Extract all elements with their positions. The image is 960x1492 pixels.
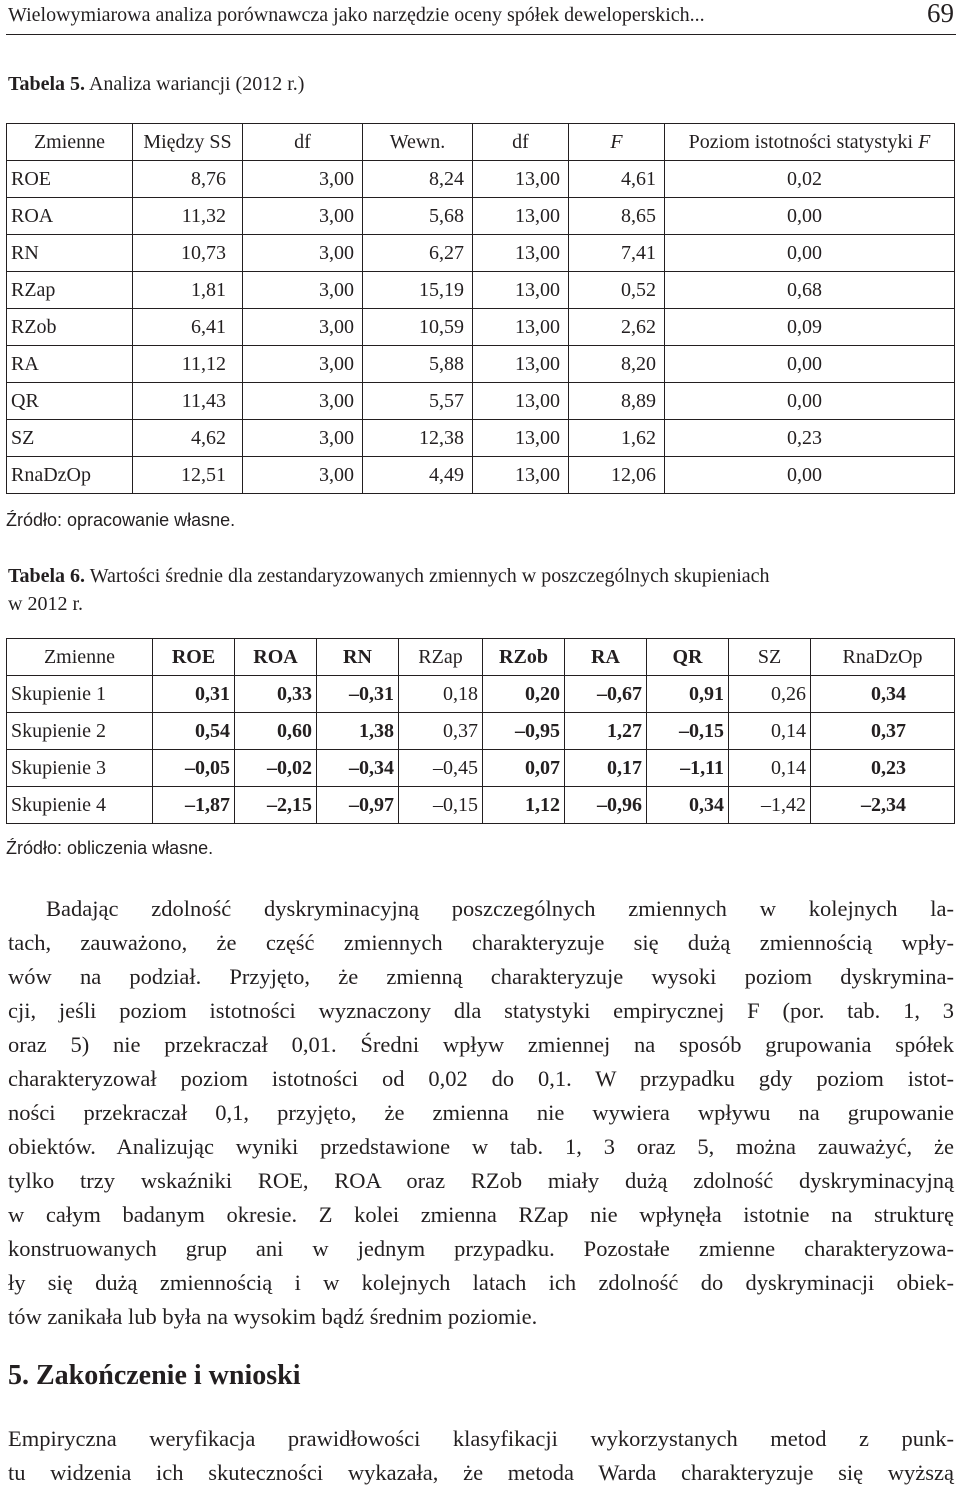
- table-cell: 10,59: [363, 309, 473, 346]
- table-cell: 3,00: [243, 198, 363, 235]
- table-cell: 0,00: [665, 346, 955, 383]
- table-cell: 0,02: [665, 161, 955, 198]
- column-header: RN: [317, 639, 399, 676]
- table-cell: 6,27: [363, 235, 473, 272]
- table5-label: Tabela 5.: [8, 73, 86, 95]
- table-cell: 0,17: [565, 750, 647, 787]
- text-line: obiektów. Analizując wyniki przedstawione w tab. 1, 3 oraz 5, można zauważyć, że: [8, 1134, 954, 1159]
- table-cell: 8,76: [133, 161, 243, 198]
- table-cell: 0,91: [647, 676, 729, 713]
- text-line: tów zanikała lub była na wysokim bądź średnim poziomie.: [8, 1304, 538, 1329]
- table-cell: 0,09: [665, 309, 955, 346]
- row-label: QR: [7, 383, 133, 420]
- table-row: [7, 346, 955, 383]
- table-cell: 4,61: [569, 161, 665, 198]
- table6-label: Tabela 6.: [8, 565, 86, 587]
- table-cell: 1,81: [133, 272, 243, 309]
- table-row: [7, 713, 955, 750]
- cluster-means-table: [6, 638, 955, 824]
- table-cell: –0,95: [483, 713, 565, 750]
- row-label: RZob: [7, 309, 133, 346]
- table-row: [7, 676, 955, 713]
- table-cell: –1,87: [153, 787, 235, 824]
- table-cell: 4,62: [133, 420, 243, 457]
- table-row: [7, 457, 955, 494]
- table-row: [7, 383, 955, 420]
- table-cell: 0,00: [665, 198, 955, 235]
- row-label: RnaDzOp: [7, 457, 133, 494]
- table-cell: 0,37: [811, 713, 955, 750]
- table-header-row: [7, 639, 955, 676]
- table-cell: 0,00: [665, 235, 955, 272]
- column-header: Między SS: [133, 124, 243, 161]
- table-cell: 0,33: [235, 676, 317, 713]
- table-cell: 0,23: [811, 750, 955, 787]
- table-cell: 8,24: [363, 161, 473, 198]
- section-heading: 5. Zakończenie i wnioski: [8, 1360, 301, 1391]
- table-cell: 3,00: [243, 457, 363, 494]
- table-cell: 10,73: [133, 235, 243, 272]
- table-cell: 0,60: [235, 713, 317, 750]
- table-cell: 2,62: [569, 309, 665, 346]
- table5-caption: [8, 70, 304, 98]
- table-cell: 1,12: [483, 787, 565, 824]
- table-cell: 0,34: [647, 787, 729, 824]
- table-cell: 0,31: [153, 676, 235, 713]
- table-cell: 1,62: [569, 420, 665, 457]
- text-line: tu widzenia ich skuteczności wykazała, że metoda Warda charakteryzuje się wyższą: [8, 1460, 954, 1485]
- table-cell: –0,31: [317, 676, 399, 713]
- table-cell: 13,00: [473, 198, 569, 235]
- page-number: 69: [927, 0, 954, 28]
- column-header: df: [243, 124, 363, 161]
- running-header: [6, 0, 956, 35]
- table-cell: 3,00: [243, 272, 363, 309]
- table-cell: 3,00: [243, 383, 363, 420]
- table-cell: 1,27: [565, 713, 647, 750]
- table-cell: 7,41: [569, 235, 665, 272]
- table-cell: 0,00: [665, 383, 955, 420]
- text-line: ności przekraczał 0,1, przyjęto, że zmienna nie wywiera wpływu na grupowanie: [8, 1100, 954, 1125]
- column-header: Zmienne: [7, 124, 133, 161]
- table5-source: Źródło: opracowanie własne.: [6, 510, 236, 530]
- table6-title-line2: w 2012 r.: [8, 593, 83, 615]
- table-cell: 5,88: [363, 346, 473, 383]
- table-cell: –2,34: [811, 787, 955, 824]
- table-row: [7, 787, 955, 824]
- body-paragraph: [8, 892, 954, 1334]
- table6-source: Źródło: obliczenia własne.: [6, 838, 214, 858]
- table-cell: 3,00: [243, 309, 363, 346]
- row-label: SZ: [7, 420, 133, 457]
- column-header: QR: [647, 639, 729, 676]
- table-cell: –0,02: [235, 750, 317, 787]
- table-cell: 4,49: [363, 457, 473, 494]
- table-row: [7, 420, 955, 457]
- text-line: tylko trzy wskaźniki ROE, ROA oraz RZob miały dużą zdolność dyskryminacyjną: [8, 1168, 954, 1193]
- table-cell: 13,00: [473, 235, 569, 272]
- table-row: [7, 750, 955, 787]
- table-cell: 13,00: [473, 383, 569, 420]
- table-cell: 3,00: [243, 420, 363, 457]
- table-cell: 0,52: [569, 272, 665, 309]
- table-cell: 0,20: [483, 676, 565, 713]
- table-cell: 0,18: [399, 676, 483, 713]
- row-label: RZap: [7, 272, 133, 309]
- table-cell: –0,97: [317, 787, 399, 824]
- text-line: cji, jeśli poziom istotności wyznaczony dla statystyki empirycznej F (por. tab. 1, 3: [8, 998, 954, 1023]
- row-label: Skupienie 1: [7, 676, 153, 713]
- table-cell: 0,68: [665, 272, 955, 309]
- text-line: Badając zdolność dyskryminacyjną poszczególnych zmiennych w kolejnych la-: [46, 896, 954, 921]
- table-cell: 12,06: [569, 457, 665, 494]
- table-cell: 11,43: [133, 383, 243, 420]
- column-header: SZ: [729, 639, 811, 676]
- table-cell: 3,00: [243, 161, 363, 198]
- table-cell: –0,05: [153, 750, 235, 787]
- text-line: charakteryzował poziom istotności od 0,02 do 0,1. W przypadku gdy poziom istot-: [8, 1066, 954, 1091]
- table-cell: 13,00: [473, 346, 569, 383]
- table-cell: 0,34: [811, 676, 955, 713]
- text-line: tach, zauważono, że część zmiennych charakteryzuje się dużą zmiennością wpły-: [8, 930, 954, 955]
- anova-table: [6, 123, 955, 494]
- table-cell: 13,00: [473, 457, 569, 494]
- table-cell: –0,96: [565, 787, 647, 824]
- table-cell: 1,38: [317, 713, 399, 750]
- table-cell: 0,00: [665, 457, 955, 494]
- table-cell: 0,14: [729, 713, 811, 750]
- table6-caption: [8, 562, 770, 618]
- table-cell: 13,00: [473, 161, 569, 198]
- column-header: df: [473, 124, 569, 161]
- table-cell: 5,68: [363, 198, 473, 235]
- table6-title-line1: Wartości średnie dla zestandaryzowanych zmiennych w poszczególnych skupieniach: [89, 565, 770, 587]
- text-line: wów na podział. Przyjęto, że zmienną charakteryzuje wysoki poziom dyskrymina-: [8, 964, 954, 989]
- column-header: ROA: [235, 639, 317, 676]
- column-header: Poziom istotności statystyki F: [665, 124, 955, 161]
- table-cell: 0,26: [729, 676, 811, 713]
- table-cell: 0,14: [729, 750, 811, 787]
- table-cell: 8,89: [569, 383, 665, 420]
- running-title: Wielowymiarowa analiza porównawcza jako narzędzie oceny spółek deweloperskich...: [8, 4, 705, 26]
- table-cell: –1,11: [647, 750, 729, 787]
- table-row: [7, 309, 955, 346]
- table-cell: 0,37: [399, 713, 483, 750]
- table-cell: –0,15: [399, 787, 483, 824]
- column-header: ROE: [153, 639, 235, 676]
- table-cell: 13,00: [473, 309, 569, 346]
- table-row: [7, 161, 955, 198]
- closing-paragraph: [8, 1422, 954, 1490]
- table-cell: 0,07: [483, 750, 565, 787]
- table-cell: 3,00: [243, 346, 363, 383]
- table-cell: 11,32: [133, 198, 243, 235]
- text-line: konstruowanych grup ani w jednym przypadku. Pozostałe zmienne charakteryzowa-: [8, 1236, 954, 1261]
- column-header: Zmienne: [7, 639, 153, 676]
- table-header-row: [7, 124, 955, 161]
- table5-title: Analiza wariancji (2012 r.): [88, 73, 305, 95]
- table-row: [7, 235, 955, 272]
- table-cell: 5,57: [363, 383, 473, 420]
- table-cell: 11,12: [133, 346, 243, 383]
- row-label: Skupienie 3: [7, 750, 153, 787]
- table-cell: –1,42: [729, 787, 811, 824]
- row-label: ROA: [7, 198, 133, 235]
- table-cell: –0,34: [317, 750, 399, 787]
- table-cell: –0,15: [647, 713, 729, 750]
- table-cell: –2,15: [235, 787, 317, 824]
- table-cell: 6,41: [133, 309, 243, 346]
- row-label: RA: [7, 346, 133, 383]
- table-cell: –0,45: [399, 750, 483, 787]
- table-cell: 12,51: [133, 457, 243, 494]
- column-header: RA: [565, 639, 647, 676]
- text-line: w całym badanym okresie. Z kolei zmienna RZap nie wpłynęła istotnie na strukturę: [8, 1202, 954, 1227]
- column-header: RnaDzOp: [811, 639, 955, 676]
- row-label: RN: [7, 235, 133, 272]
- table-row: [7, 198, 955, 235]
- row-label: Skupienie 4: [7, 787, 153, 824]
- table-cell: 13,00: [473, 420, 569, 457]
- row-label: Skupienie 2: [7, 713, 153, 750]
- column-header: RZap: [399, 639, 483, 676]
- column-header: F: [569, 124, 665, 161]
- row-label: ROE: [7, 161, 133, 198]
- table-cell: 12,38: [363, 420, 473, 457]
- table-cell: 3,00: [243, 235, 363, 272]
- table-cell: 8,65: [569, 198, 665, 235]
- column-header: RZob: [483, 639, 565, 676]
- table-cell: 0,54: [153, 713, 235, 750]
- table-cell: 8,20: [569, 346, 665, 383]
- table-cell: 0,23: [665, 420, 955, 457]
- text-line: Empiryczna weryfikacja prawidłowości klasyfikacji wykorzystanych metod z punk-: [8, 1426, 954, 1451]
- table-cell: 15,19: [363, 272, 473, 309]
- text-line: ły się dużą zmiennością i w kolejnych latach ich zdolność do dyskryminacji obiek-: [8, 1270, 954, 1295]
- column-header: Wewn.: [363, 124, 473, 161]
- table-cell: 13,00: [473, 272, 569, 309]
- text-line: oraz 5) nie przekraczał 0,01. Średni wpływ zmiennej na sposób grupowania spółek: [8, 1032, 954, 1057]
- table-cell: –0,67: [565, 676, 647, 713]
- table-row: [7, 272, 955, 309]
